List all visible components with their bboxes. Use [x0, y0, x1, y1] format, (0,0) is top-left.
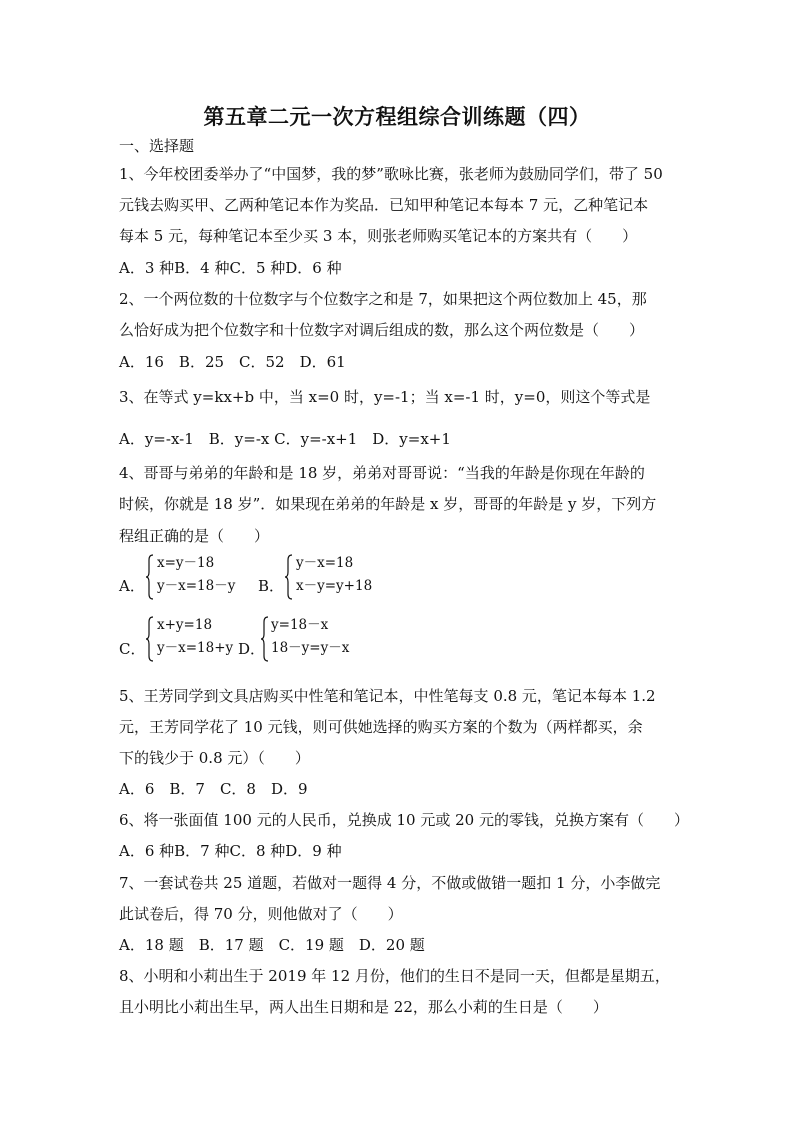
question-2-line-1: 2、一个两位数的十位数字与个位数字之和是 7，如果把这个两位数加上 45，那: [119, 290, 647, 308]
question-5-options: A．6 B．7 C．8 D．9: [119, 780, 308, 798]
option-a-label: A．: [119, 577, 145, 595]
option-c-brace: [145, 616, 155, 662]
question-4-line-1: 4、哥哥与弟弟的年龄和是 18 岁，弟弟对哥哥说：“当我的年龄是你现在年龄的: [119, 464, 645, 482]
option-c-label: C．: [119, 640, 146, 658]
option-b-system: [296, 554, 372, 595]
question-3-line-1: 3、在等式 y=kx+b 中，当 x=0 时，y=-1；当 x=-1 时，y=0，则这个等式是: [119, 388, 651, 406]
question-7-line-2: 此试卷后，得 70 分，则他做对了（ ）: [119, 905, 403, 923]
option-c-equation-1: x+y=18: [157, 617, 213, 633]
question-6-options: A．6 种B．7 种C．8 种D．9 种: [119, 842, 342, 860]
question-1-line-2: 元钱去购买甲、乙两种笔记本作为奖品．已知甲种笔记本每本 7 元，乙种笔记本: [119, 196, 649, 214]
question-5-line-3: 下的钱少于 0.8 元）（ ）: [119, 749, 310, 767]
option-d-label: D．: [238, 640, 266, 658]
option-d-system: [271, 616, 349, 657]
option-d-equation-1: y=18－x: [271, 617, 329, 633]
option-b-brace: [284, 554, 294, 600]
option-d-brace: [260, 616, 270, 662]
section-heading: 一、选择题: [119, 137, 195, 155]
question-5-line-2: 元，王芳同学花了 10 元钱，则可供她选择的购买方案的个数为（两样都买，余: [119, 718, 643, 736]
question-4-line-2: 时候，你就是 18 岁”．如果现在弟弟的年龄是 x 岁，哥哥的年龄是 y 岁，下列方: [119, 495, 657, 513]
question-2-options: A．16 B．25 C．52 D．61: [119, 353, 346, 371]
question-7-line-1: 7、一套试卷共 25 道题，若做对一题得 4 分，不做或做错一题扣 1 分，小李做完: [119, 874, 661, 892]
question-1-line-1: 1、今年校团委举办了“中国梦，我的梦”歌咏比赛，张老师为鼓励同学们，带了 50: [119, 165, 663, 183]
option-a-equation-1: x=y－18: [157, 555, 215, 571]
question-3-options: A．y=-x-1 B．y=-x C．y=-x+1 D．y=x+1: [119, 430, 451, 448]
option-b-label: B．: [258, 577, 285, 595]
option-a-system: [157, 554, 235, 595]
option-b-equation-2: x－y=y+18: [296, 578, 373, 594]
question-7-options: A．18 题 B．17 题 C．19 题 D．20 题: [119, 936, 425, 954]
option-a-brace: [145, 554, 155, 600]
question-1-options: A．3 种B．4 种C．5 种D．6 种: [119, 259, 342, 277]
question-1-line-3: 每本 5 元，每种笔记本至少买 3 本，则张老师购买笔记本的方案共有（ ）: [119, 227, 638, 245]
question-5-line-1: 5、王芳同学到文具店购买中性笔和笔记本，中性笔每支 0.8 元，笔记本每本 1.2: [119, 687, 656, 705]
page-title: 第五章二元一次方程组综合训练题（四）: [203, 105, 591, 129]
question-4-line-3: 程组正确的是（ ）: [119, 527, 270, 545]
option-b-equation-1: y－x=18: [296, 555, 354, 571]
question-6-line-1: 6、将一张面值 100 元的人民币，兑换成 10 元或 20 元的零钱，兑换方案有（ ）: [119, 811, 689, 829]
option-c-equation-2: y－x=18+y: [157, 640, 234, 656]
question-8-line-2: 且小明比小莉出生早，两人出生日期和是 22，那么小莉的生日是（ ）: [119, 998, 608, 1016]
option-a-equation-2: y－x=18－y: [157, 578, 236, 594]
option-c-system: [157, 616, 233, 657]
option-d-equation-2: 18－y=y－x: [271, 640, 350, 656]
question-2-line-2: 么恰好成为把个位数字和十位数字对调后组成的数，那么这个两位数是（ ）: [119, 321, 645, 339]
question-8-line-1: 8、小明和小莉出生于 2019 年 12 月份，他们的生日不是同一天，但都是星期五，: [119, 967, 670, 985]
